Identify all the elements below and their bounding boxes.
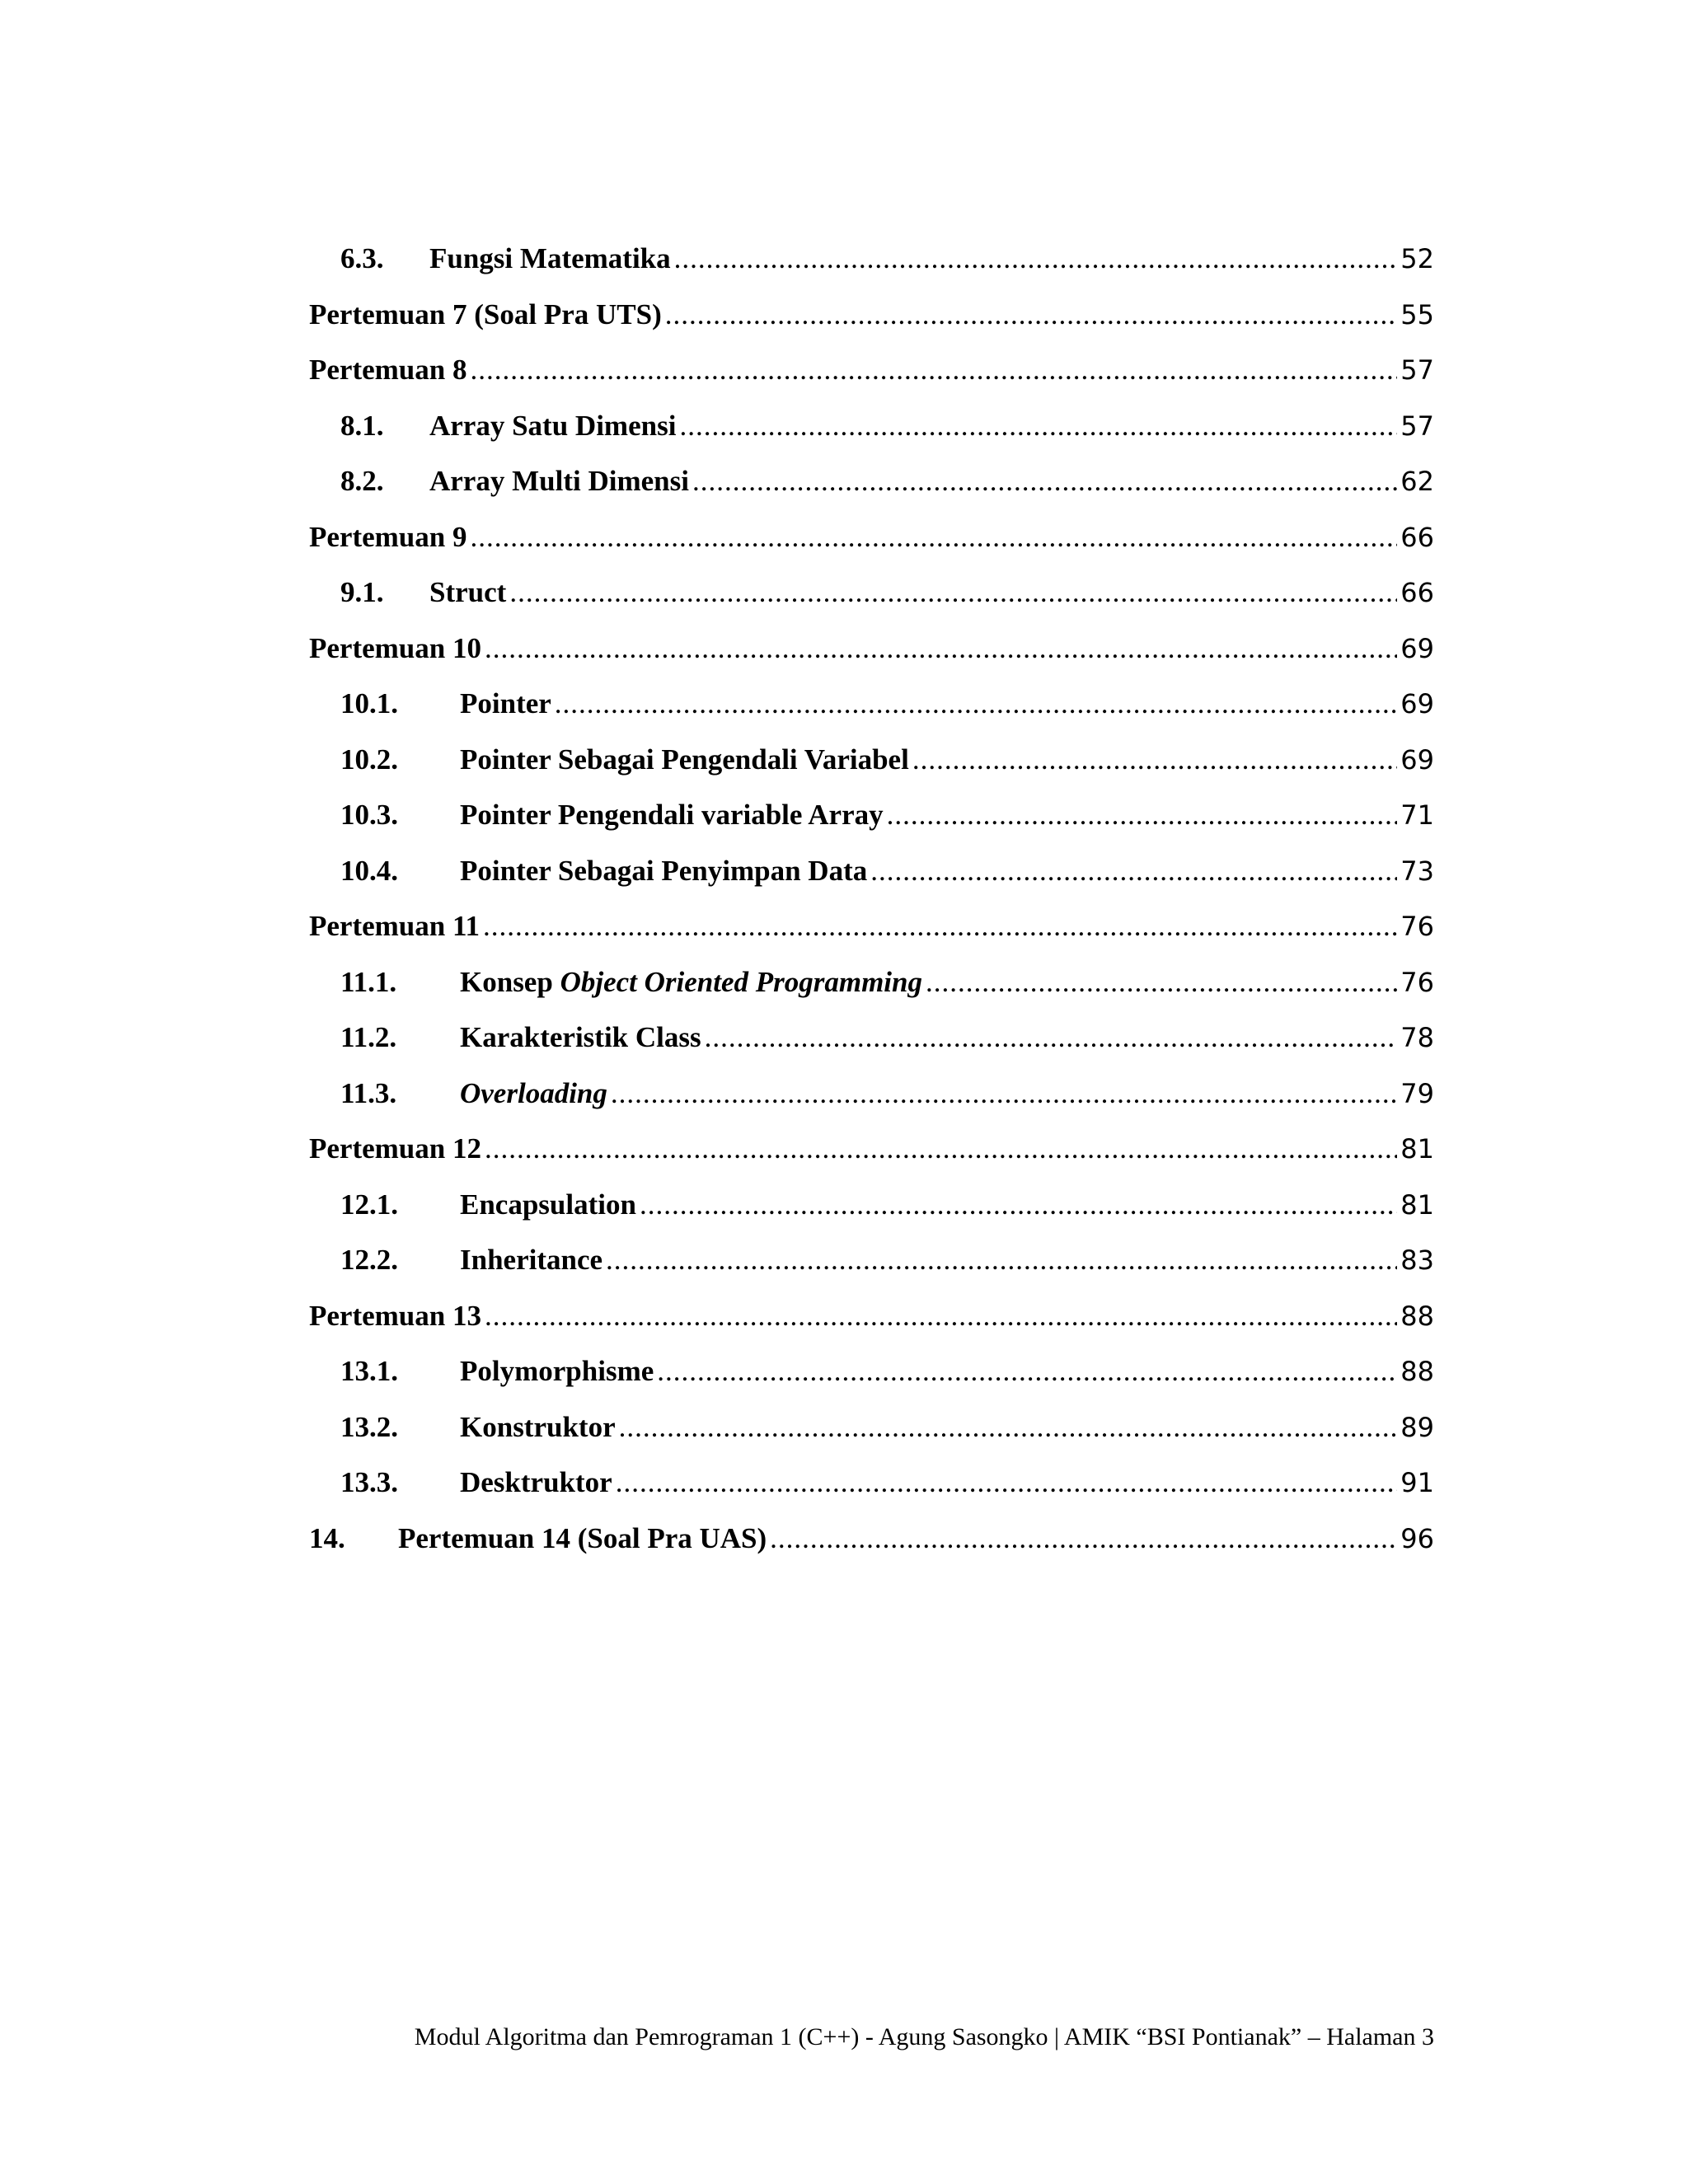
- toc-entry-page-number: 69: [1400, 688, 1434, 719]
- dot-leader: [485, 1121, 1397, 1177]
- dot-leader: [611, 1066, 1397, 1122]
- dot-leader: [912, 732, 1397, 788]
- toc-entry-title: Pointer Sebagai Pengendali Variabel: [460, 743, 909, 776]
- toc-entry-number: 8.2.: [340, 465, 384, 497]
- toc-entry-page-number: 88: [1400, 1356, 1434, 1387]
- toc-entry-number: 6.3.: [340, 242, 384, 274]
- toc-entry-page-number: 57: [1400, 354, 1434, 386]
- toc-entry[interactable]: [309, 1066, 1434, 1122]
- toc-entry-title: [460, 954, 922, 1010]
- toc-entry-page-number: 76: [1400, 911, 1434, 942]
- dot-leader: [692, 453, 1397, 509]
- toc-entry[interactable]: [309, 621, 1434, 677]
- toc-entry-title: Pertemuan 7 (Soal Pra UTS): [309, 298, 662, 330]
- toc-entry-number: 11.3.: [340, 1076, 397, 1109]
- toc-entry-number: 13.2.: [340, 1410, 398, 1443]
- toc-entry[interactable]: [309, 843, 1434, 899]
- toc-entry[interactable]: [309, 1177, 1434, 1233]
- toc-entry[interactable]: [309, 565, 1434, 621]
- dot-leader: [619, 1399, 1398, 1455]
- toc-entry[interactable]: [309, 1455, 1434, 1511]
- dot-leader: [657, 1343, 1397, 1399]
- toc-entry[interactable]: [309, 676, 1434, 732]
- toc-entry-title: Pertemuan 11: [309, 910, 481, 942]
- dot-leader: [485, 1288, 1397, 1344]
- dot-leader: [665, 287, 1398, 343]
- toc-entry-number: 9.1.: [340, 576, 384, 608]
- toc-entry-page-number: 62: [1400, 466, 1434, 497]
- dot-leader: [509, 565, 1397, 621]
- toc-entry-title: Pertemuan 12: [309, 1132, 481, 1165]
- toc-entry[interactable]: [309, 787, 1434, 843]
- table-of-contents: [309, 231, 1434, 1566]
- toc-entry-title: Karakteristik Class: [460, 1021, 701, 1053]
- toc-entry-page-number: 81: [1400, 1188, 1434, 1221]
- page-footer: Modul Algoritma dan Pemrograman 1 (C++) - Agung Sasongko | AMIK “BSI Pontianak” – Halaman 3: [414, 2023, 1434, 2050]
- toc-entry-title: Pertemuan 8: [309, 354, 467, 386]
- toc-entry[interactable]: [309, 1511, 1434, 1567]
- toc-entry-title: Array Multi Dimensi: [429, 465, 689, 497]
- toc-entry-title: [460, 1066, 607, 1122]
- toc-entry-title-italic: Object Oriented Programming: [560, 965, 922, 998]
- toc-entry-number: 12.2.: [340, 1244, 398, 1276]
- toc-entry[interactable]: [309, 1399, 1434, 1455]
- toc-entry-page-number: 55: [1400, 298, 1434, 330]
- toc-entry-page-number: 76: [1400, 966, 1434, 998]
- toc-entry[interactable]: [309, 287, 1434, 343]
- dot-leader: [679, 398, 1397, 454]
- toc-entry[interactable]: [309, 1288, 1434, 1344]
- toc-entry-page-number: 88: [1400, 1300, 1434, 1332]
- toc-entry-number: 10.4.: [340, 854, 398, 887]
- dot-leader: [870, 843, 1397, 899]
- toc-entry[interactable]: [309, 509, 1434, 565]
- toc-entry-page-number: 79: [1400, 1077, 1434, 1109]
- toc-entry-page-number: 71: [1400, 799, 1434, 831]
- toc-entry-title-prefix: Konsep: [460, 965, 560, 998]
- dot-leader: [640, 1177, 1397, 1233]
- toc-entry-page-number: 52: [1400, 243, 1434, 274]
- dot-leader: [770, 1511, 1397, 1567]
- toc-entry[interactable]: [309, 898, 1434, 954]
- dot-leader: [470, 342, 1397, 398]
- toc-entry-title: Pointer: [460, 687, 551, 719]
- toc-entry[interactable]: [309, 398, 1434, 454]
- dot-leader: [616, 1455, 1398, 1511]
- toc-entry[interactable]: [309, 342, 1434, 398]
- toc-entry-page-number: 69: [1400, 632, 1434, 664]
- toc-entry-title: Konstruktor: [460, 1410, 616, 1443]
- toc-entry-title: Encapsulation: [460, 1188, 636, 1221]
- toc-entry-page-number: 57: [1400, 410, 1434, 442]
- dot-leader: [470, 509, 1397, 565]
- toc-entry-number: 14.: [309, 1521, 345, 1554]
- toc-entry-title: Inheritance: [460, 1244, 603, 1276]
- toc-entry[interactable]: [309, 453, 1434, 509]
- toc-entry-title: Desktruktor: [460, 1466, 612, 1498]
- toc-entry-title: Pointer Pengendali variable Array: [460, 799, 884, 831]
- toc-entry-number: 13.1.: [340, 1355, 398, 1387]
- toc-entry[interactable]: [309, 954, 1434, 1010]
- toc-entry-number: 12.1.: [340, 1188, 398, 1221]
- toc-entry-title: Pertemuan 10: [309, 631, 481, 664]
- dot-leader: [606, 1232, 1397, 1288]
- toc-entry-page-number: 69: [1400, 743, 1434, 776]
- toc-entry-page-number: 66: [1400, 521, 1434, 553]
- toc-entry-title: Pertemuan 13: [309, 1299, 481, 1332]
- toc-entry[interactable]: [309, 1232, 1434, 1288]
- toc-entry-title: Pertemuan 9: [309, 520, 467, 553]
- toc-entry-number: 11.1.: [340, 965, 397, 998]
- toc-entry-number: 11.2.: [340, 1021, 397, 1053]
- toc-entry-number: 10.1.: [340, 687, 398, 719]
- toc-entry-page-number: 78: [1400, 1022, 1434, 1053]
- dot-leader: [674, 231, 1398, 287]
- toc-entry-number: 10.2.: [340, 743, 398, 776]
- toc-entry-title: Pertemuan 14 (Soal Pra UAS): [398, 1521, 767, 1554]
- toc-entry-title: Fungsi Matematika: [429, 242, 671, 274]
- toc-entry-number: 8.1.: [340, 409, 384, 442]
- dot-leader: [705, 1010, 1398, 1066]
- toc-entry-page-number: 66: [1400, 577, 1434, 608]
- toc-entry[interactable]: [309, 231, 1434, 287]
- toc-entry-page-number: 83: [1400, 1244, 1434, 1276]
- toc-entry-page-number: 73: [1400, 855, 1434, 887]
- toc-entry[interactable]: [309, 732, 1434, 788]
- dot-leader: [926, 954, 1397, 1010]
- toc-entry[interactable]: [309, 1121, 1434, 1177]
- toc-entry-title: Polymorphisme: [460, 1355, 654, 1387]
- toc-entry-title-italic: Overloading: [460, 1076, 607, 1109]
- toc-entry-number: 10.3.: [340, 799, 398, 831]
- toc-entry-page-number: 81: [1400, 1133, 1434, 1165]
- dot-leader: [483, 898, 1397, 954]
- toc-entry[interactable]: [309, 1343, 1434, 1399]
- toc-entry-title: Pointer Sebagai Penyimpan Data: [460, 854, 868, 887]
- toc-entry-title: Array Satu Dimensi: [429, 409, 677, 442]
- toc-entry-number: 13.3.: [340, 1466, 398, 1498]
- toc-entry-title: Struct: [429, 576, 507, 608]
- toc-entry-page-number: 96: [1400, 1522, 1434, 1554]
- toc-entry-page-number: 89: [1400, 1411, 1434, 1443]
- dot-leader: [555, 676, 1397, 732]
- toc-entry[interactable]: [309, 1010, 1434, 1066]
- toc-entry-page-number: 91: [1400, 1467, 1434, 1498]
- dot-leader: [485, 621, 1397, 677]
- dot-leader: [887, 787, 1398, 843]
